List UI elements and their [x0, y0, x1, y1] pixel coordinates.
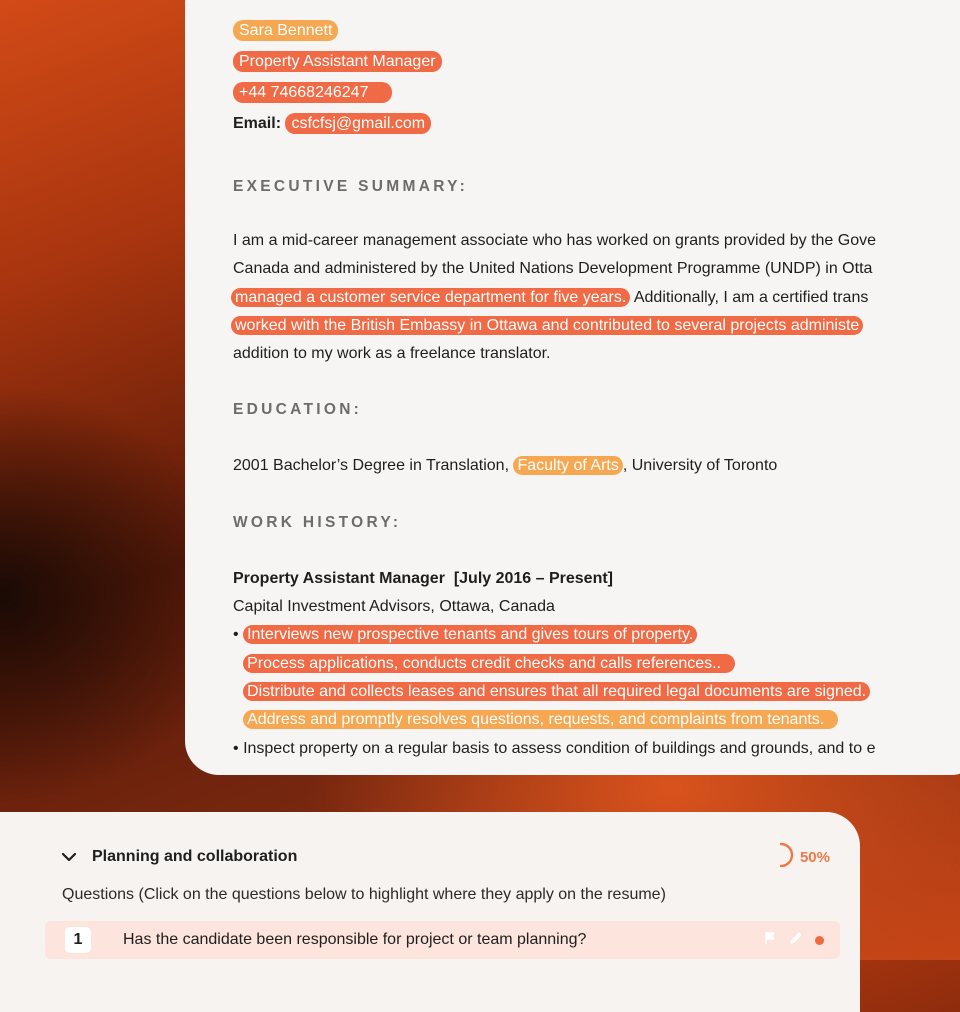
candidate-email[interactable]: csfcfsj@gmail.com [285, 113, 431, 134]
duty-item-4 [233, 706, 960, 734]
email-label: Email: [233, 115, 282, 132]
candidate-title[interactable]: Property Assistant Manager [233, 51, 442, 72]
flag-icon[interactable] [763, 931, 777, 950]
duty-item-2 [233, 650, 960, 678]
duty-highlight-3[interactable]: Distribute and collects leases and ensures that all required legal documents are signed. [243, 682, 870, 701]
candidate-name[interactable]: Sara Bennett [233, 20, 338, 41]
question-number: 1 [65, 927, 91, 953]
progress-ring-icon [768, 842, 794, 873]
job-dates: [July 2016 – Present] [453, 569, 614, 587]
section-title: Planning and collaboration [92, 848, 298, 865]
summary-highlight-2[interactable]: worked with the British Embassy in Ottawa and contributed to several projects administe [231, 316, 863, 335]
section-header[interactable] [60, 844, 830, 870]
contact-phone-row [233, 77, 960, 108]
job-company: Capital Investment Advisors, Ottawa, Canada [233, 598, 555, 616]
education-heading: EDUCATION: [233, 401, 363, 419]
work-heading: WORK HISTORY: [233, 513, 402, 531]
evaluation-panel [0, 812, 860, 1012]
summary-line-3-rest: Additionally, I am a certified trans [630, 288, 869, 306]
progress-percent: 50% [799, 848, 830, 866]
question-item[interactable] [45, 921, 840, 959]
contact-email-row [233, 108, 960, 139]
duty-highlight-2[interactable]: Process applications, conducts credit checks and calls references.. [243, 654, 735, 673]
questions-hint: Questions (Click on the questions below to highlight where they apply on the resume) [62, 886, 666, 903]
status-dot-icon [815, 936, 824, 945]
question-text: Has the candidate been responsible for project or team planning? [123, 931, 587, 948]
summary-line-3 [233, 284, 960, 312]
job-header [233, 565, 960, 593]
section-progress [768, 842, 830, 873]
education-faculty-highlight[interactable]: Faculty of Arts [513, 456, 622, 475]
education-degree: 2001 Bachelor’s Degree in Translation, [233, 457, 514, 475]
duty-item-3 [233, 678, 960, 706]
education-entry [233, 452, 960, 480]
candidate-phone[interactable]: +44 74668246247 [233, 82, 392, 103]
resume-card [185, 0, 960, 775]
duty-item-1 [233, 621, 960, 649]
chevron-down-icon[interactable] [60, 848, 78, 866]
duty-text-5: Inspect property on a regular basis to assess condition of buildings and grounds, and to e [243, 739, 876, 757]
duty-item-5 [233, 735, 960, 763]
summary-heading: EXECUTIVE SUMMARY: [233, 178, 469, 195]
summary-line-1: I am a mid-career management associate who has worked on grants provided by the Gove [233, 232, 876, 249]
bullet-mark: • [233, 739, 239, 757]
contact-title-row [233, 46, 960, 77]
duty-highlight-1[interactable]: Interviews new prospective tenants and gives tours of property. [243, 625, 697, 644]
summary-line-4 [233, 312, 960, 340]
education-university: , University of Toronto [622, 457, 778, 475]
question-actions [763, 931, 824, 950]
duty-highlight-4[interactable]: Address and promptly resolves questions, requests, and complaints from tenants. [243, 710, 838, 729]
summary-line-5: addition to my work as a freelance translator. [233, 345, 551, 363]
summary-text [233, 227, 960, 368]
job-title: Property Assistant Manager [233, 569, 445, 587]
summary-line-2: Canada and administered by the United Nations Development Programme (UNDP) in Otta [233, 260, 873, 278]
pencil-icon[interactable] [789, 931, 803, 950]
contact-name-row [233, 15, 960, 46]
resume-content [233, 15, 960, 763]
summary-highlight-1[interactable]: managed a customer service department for five years. [231, 288, 630, 307]
bullet-mark: • [233, 626, 239, 644]
